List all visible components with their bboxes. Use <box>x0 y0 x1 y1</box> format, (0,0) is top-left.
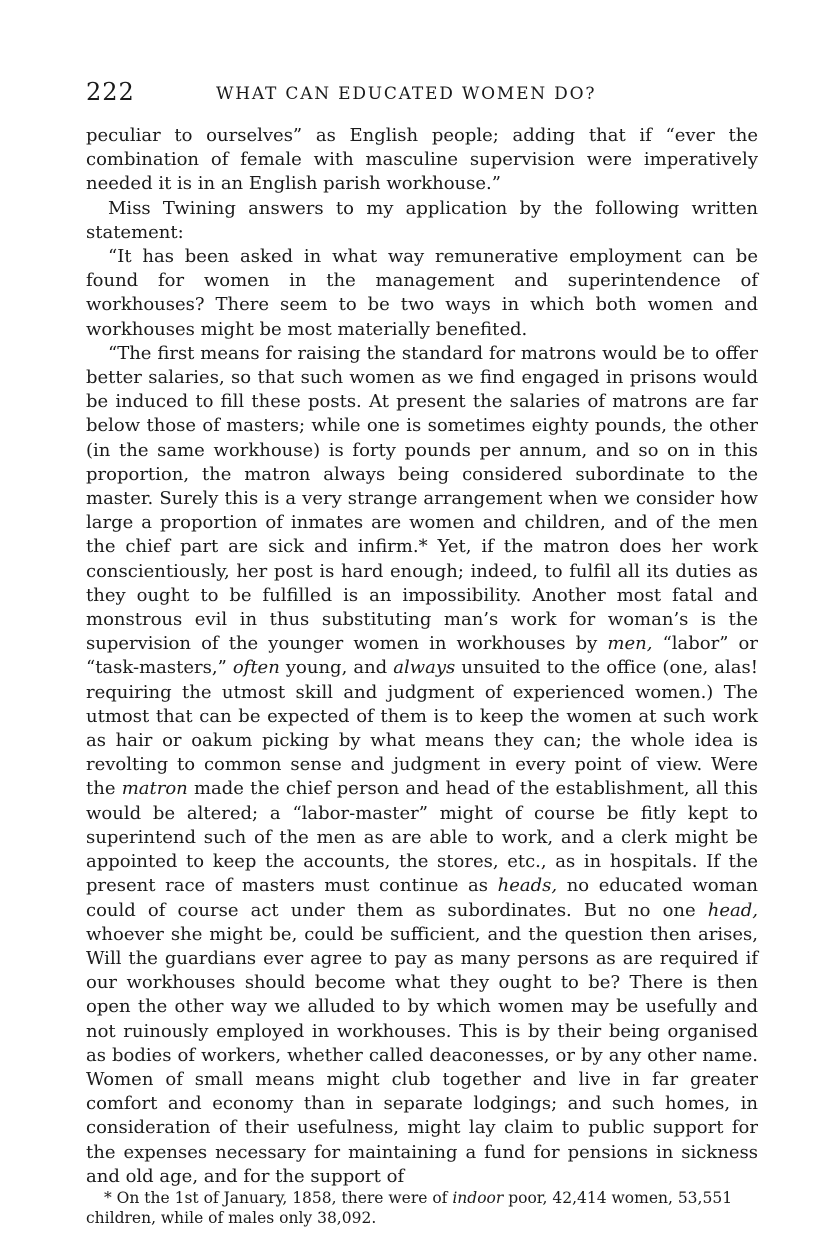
footnote <box>86 1188 758 1228</box>
paragraph-continuation: peculiar to ourselves” as English people; adding that if “ever the combination of female with masculine supervision were imperatively needed it is in an English parish workhouse.” <box>86 125 758 195</box>
footnote-text: * On the 1st of January, 1858, there were of indoor poor, 42,414 women, 53,551 children, while of males only 38,092. <box>86 1189 733 1227</box>
paragraph-question: “It has been asked in what way remunerative employment can be found for women in the management and superintendence of workhouses? There seem to be two ways in which both women and workhouses might be most materially benefited. <box>86 246 758 340</box>
running-title: WHAT CAN EDUCATED WOMEN DO? <box>216 84 597 104</box>
body-text <box>86 124 758 1189</box>
paragraph-first-means: “The first means for raising the standard for matrons would be to offer better salaries, so that such women as we find engaged in prisons would be induced to fill these posts. At present the salaries of matrons are far below those of masters; while one is sometimes eighty pounds, the other (in the same workhouse) is forty pounds per annum, and so on in this proportion, the matron always being considered subordinate to the master. Surely this is a very strange arrangement when we consider how large a proportion of inmates are women and children, and of the men the chief part are sick and infirm.* Yet, if the matron does her work conscientiously, her post is hard enough; indeed, to fulfil all its duties as they ought to be fulfilled is an impossibility. Another most fatal and monstrous evil in thus substituting man’s work for woman’s is the supervision of the younger women in workhouses by men, “labor” or “task-masters,” often young, and always unsuited to the office (one, alas! requiring the utmost skill and judgment of experienced women.) The utmost that can be expected of them is to keep the women at such work as hair or oakum picking by what means they can; the whole idea is revolting to common sense and judgment in every point of view. Were the matron made the chief person and head of the establishment, all this would be altered; a “labor-master” might of course be fitly kept to superintend such of the men as are able to work, and a clerk might be appointed to keep the accounts, the stores, etc., as in hospitals. If the present race of masters must continue as heads, no educated woman could of course act under them as subordinates. But no one head, whoever she might be, could be sufficient, and the question then arises, Will the guardians ever agree to pay as many persons as are required if our workhouses should become what they ought to be? There is then open the other way we alluded to by which women may be usefully and not ruinously employed in workhouses. This is by their being organised as bodies of workers, whether called deaconesses, or by any other name. Women of small means might club together and live in far greater comfort and economy than in separate lodgings; and such homes, in consideration of their usefulness, might lay claim to public support for the expenses necessary for maintaining a fund for pensions in sickness and old age, and for the support of <box>86 342 758 1187</box>
page-number: 222 <box>86 78 135 106</box>
paragraph-intro: Miss Twining answers to my application by the following written statement: <box>86 197 758 243</box>
page-header <box>86 78 766 110</box>
